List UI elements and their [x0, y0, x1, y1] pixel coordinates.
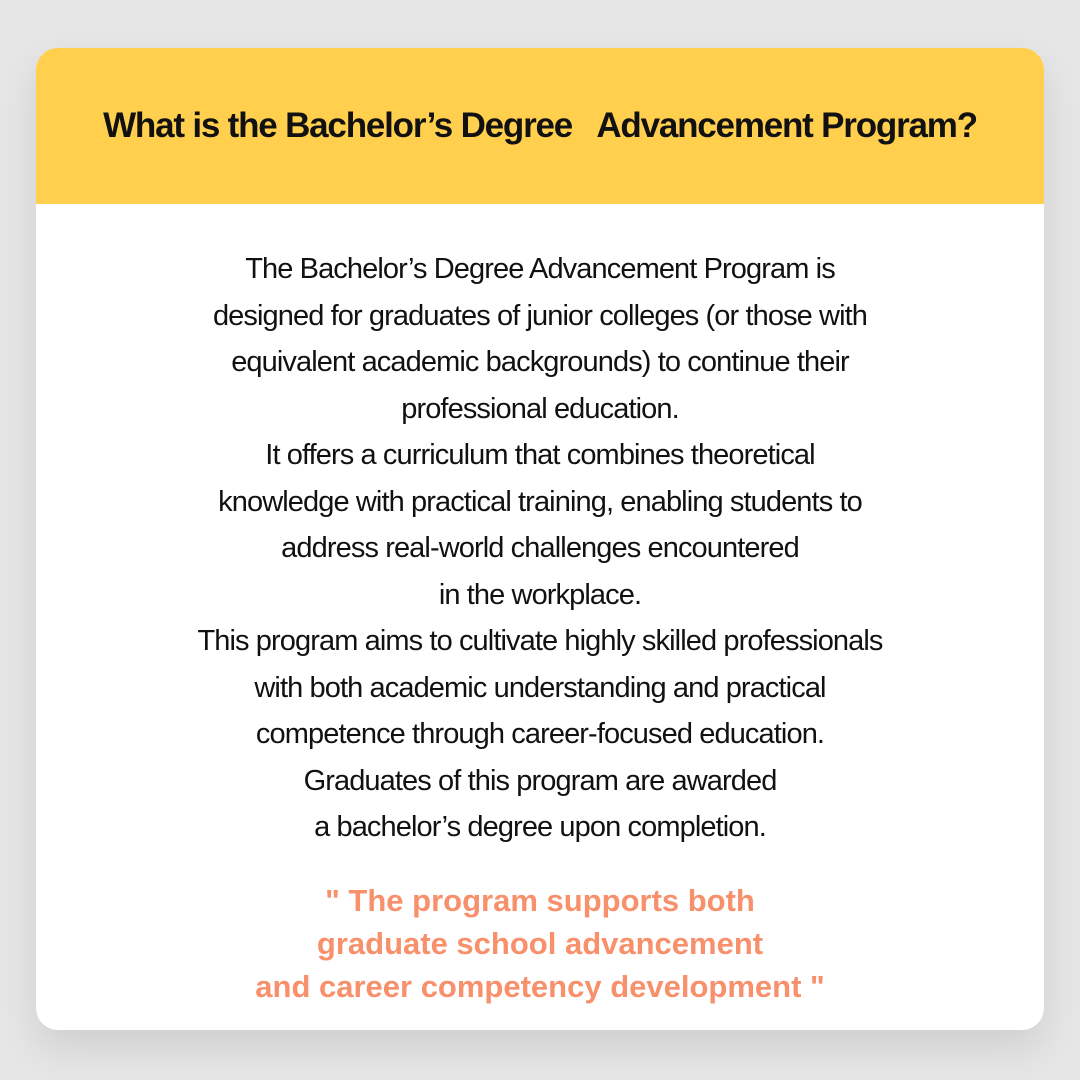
highlight-quote: [36, 879, 1044, 1008]
description-line: designed for graduates of junior colleges (or those with: [212, 299, 868, 332]
description-line: Graduates of this program are awarded: [303, 764, 777, 797]
description-line: knowledge with practical training, enabling students to: [218, 485, 862, 518]
highlight-line: " The program supports both: [325, 882, 755, 918]
card-body: [36, 204, 1044, 1008]
description-line: It offers a curriculum that combines theoretical: [265, 439, 815, 471]
description-line: address real-world challenges encountered: [281, 532, 799, 564]
description-line: equivalent academic backgrounds) to continue their: [231, 346, 849, 378]
info-card: [36, 48, 1044, 1030]
description-line: The Bachelor’s Degree Advancement Program is: [245, 253, 835, 285]
description-line: a bachelor’s degree upon completion.: [314, 811, 766, 843]
highlight-line: and career competency development ": [255, 968, 825, 1004]
description-line: This program aims to cultivate highly skilled professionals: [197, 625, 883, 657]
card-title: What is the Bachelor’s Degree Advancement Program?: [103, 106, 977, 145]
card-header: [36, 48, 1044, 204]
program-description: [36, 246, 1044, 851]
description-line: professional education.: [401, 392, 679, 425]
description-line: with both academic understanding and practical: [254, 671, 826, 704]
description-line: in the workplace.: [438, 578, 642, 611]
highlight-line: graduate school advancement: [316, 925, 764, 961]
description-line: competence through career-focused education.: [255, 718, 825, 750]
